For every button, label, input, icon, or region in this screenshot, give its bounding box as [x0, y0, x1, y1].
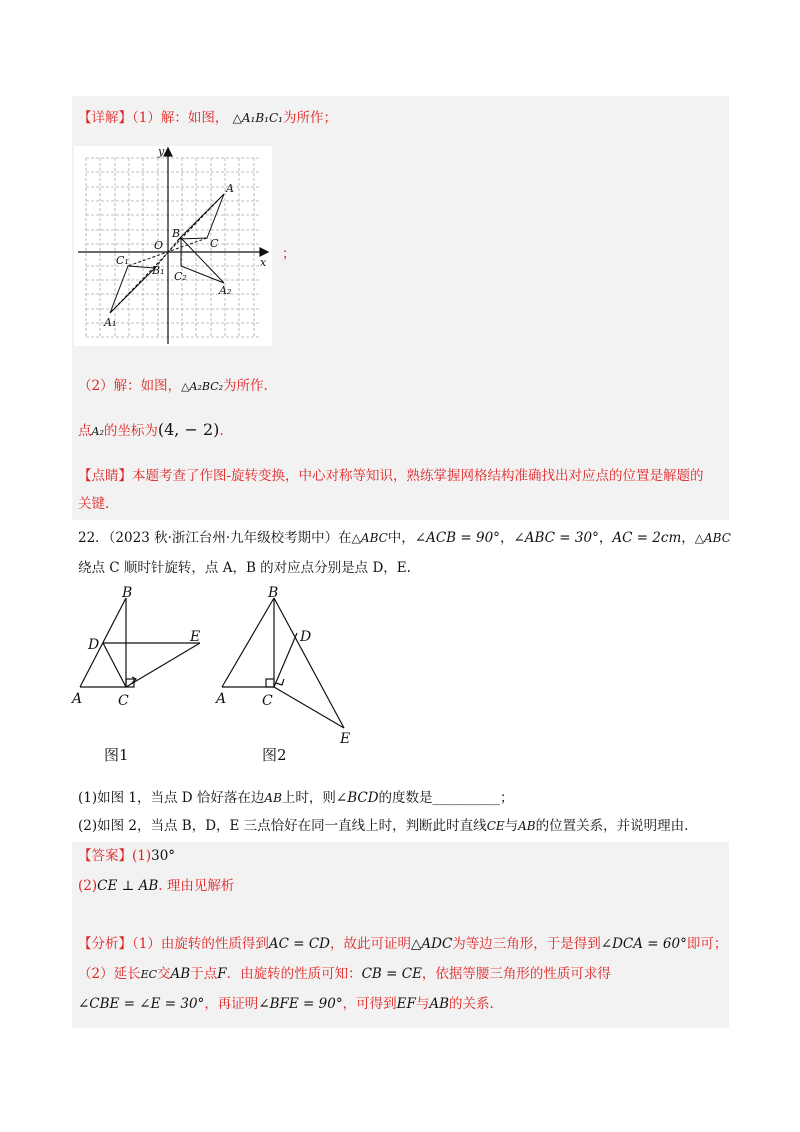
fig1-label-d: D — [88, 637, 100, 653]
label-y: y — [158, 146, 165, 158]
label-o: O — [154, 239, 164, 252]
answer-2-reason: . 理由见解析 — [158, 878, 235, 894]
analysis-l3c: 与 — [415, 996, 430, 1012]
fig1-label-c: C — [118, 693, 129, 709]
problem-tri-2: △ABC — [694, 531, 731, 545]
figure-2-svg — [212, 585, 362, 745]
answer-2-value: CE ⊥ AB — [97, 878, 159, 894]
analysis-l3m4: AB — [429, 996, 449, 1012]
analysis-l1d: 即可； — [686, 936, 728, 952]
analysis-l1m2: △ADC — [410, 936, 453, 952]
grid-figure — [74, 146, 272, 346]
label-a1: A₁ — [104, 316, 117, 329]
pt-name: A₂ — [91, 425, 104, 438]
q1-angle: ∠BCD — [335, 790, 379, 806]
dianjing-tag: 【点睛】 — [78, 468, 132, 484]
sep-3: ， — [681, 530, 695, 546]
figure-1-caption: 图1 — [104, 746, 129, 764]
q2-ce: CE — [486, 819, 505, 833]
answer-tag: 【答案】 — [78, 848, 132, 864]
analysis-l2b: 交 — [157, 966, 171, 982]
answer-1-value: 30° — [151, 848, 176, 864]
answer-2-num: (2) — [78, 878, 98, 894]
detail-line-2 — [78, 376, 268, 397]
pt-mid: 的坐标为 — [103, 423, 158, 439]
analysis-l3a: ，再证明 — [204, 996, 259, 1012]
label-c1: C₁ — [116, 254, 129, 267]
detail-part2: （2）解：如图， — [78, 378, 182, 394]
fig2-label-c: C — [262, 693, 273, 709]
q1-ab: AB — [264, 791, 282, 805]
figure-2-caption: 图2 — [262, 746, 287, 764]
fig1-label-e: E — [190, 629, 201, 645]
analysis-l1m1: AC = CD — [268, 936, 330, 952]
label-b1: B₁ — [152, 264, 165, 277]
grid-figure-svg — [74, 146, 272, 346]
detail-line-3 — [78, 420, 224, 442]
axes — [78, 148, 268, 344]
cond-ac: AC = 2cm — [612, 530, 682, 546]
detail-part1: （1）解：如图， — [132, 110, 229, 126]
sep-2: ， — [598, 530, 613, 546]
label-x: x — [260, 256, 267, 269]
triangle-a1b1c1: △A₁B₁C₁ — [232, 111, 283, 125]
detail-tag: 【详解】 — [78, 110, 132, 126]
dianjing-line-2: 关键. — [78, 496, 110, 512]
analysis-l2m3: F — [217, 966, 227, 982]
answer-line-1 — [78, 846, 175, 866]
answer-1-num: (1) — [132, 848, 152, 864]
q2-b: 与 — [504, 818, 519, 834]
dianjing-text-1: 本题考查了作图-旋转变换，中心对称等知识，熟练掌握网格结构准确找出对应点的位置是解题的 — [132, 468, 704, 484]
analysis-l3m2: ∠BFE = 90° — [258, 996, 343, 1012]
detail-part2-end: 为所作. — [223, 378, 268, 394]
semicolon: ； — [282, 246, 296, 262]
sep-1: ， — [499, 530, 514, 546]
label-c2: C₂ — [174, 270, 187, 283]
analysis-l2d: ．由旋转的性质可知： — [226, 966, 362, 982]
problem-tri-1: △ABC — [351, 531, 388, 545]
analysis-l2e: ，依据等腰三角形的性质可求得 — [421, 966, 611, 982]
fig1-label-b: B — [122, 585, 133, 601]
fig1-label-a: A — [72, 691, 83, 707]
analysis-l1c: 为等边三角形，于是得到 — [452, 936, 601, 952]
analysis-l2m1: EC — [140, 968, 158, 981]
fig2-label-e: E — [340, 731, 351, 745]
analysis-line-2 — [78, 964, 611, 985]
answer-line-2 — [78, 876, 234, 896]
analysis-l1m3: ∠DCA = 60° — [600, 936, 687, 952]
label-c: C — [210, 237, 219, 250]
analysis-l2a: （2）延长 — [78, 966, 141, 982]
analysis-l2m2: AB — [170, 966, 191, 982]
figure-1-svg — [70, 585, 210, 710]
label-b: B — [172, 227, 181, 240]
question-1 — [78, 788, 514, 808]
problem-line-1 — [78, 528, 731, 548]
question-2 — [78, 816, 688, 836]
fig2-label-a: A — [216, 691, 227, 707]
detail-part1-end: 为所作； — [282, 110, 337, 126]
analysis-tag: 【分析】 — [78, 936, 132, 952]
q2-a: (2)如图 2，当点 B，D，E 三点恰好在同一直线上时，判断此时直线 — [78, 818, 487, 834]
pt-coord: (4, − 2) — [157, 420, 220, 439]
q1-a: (1)如图 1，当点 D 恰好落在边 — [78, 790, 265, 806]
problem-source: 22．（2023 秋·浙江台州·九年级校考期中）在 — [78, 530, 352, 546]
q2-c: 的位置关系，并说明理由. — [535, 818, 689, 834]
pt-end: . — [219, 423, 224, 439]
pt-prefix: 点 — [78, 423, 92, 439]
fig2-label-b: B — [268, 585, 279, 601]
analysis-l1b: ，故此可证明 — [329, 936, 411, 952]
analysis-l3d: 的关系. — [449, 996, 494, 1012]
analysis-line-1 — [78, 934, 727, 954]
problem-line-2: 绕点 C 顺时针旋转，点 A，B 的对应点分别是点 D，E. — [78, 560, 411, 576]
analysis-l3b: ，可得到 — [342, 996, 397, 1012]
analysis-l2c: 于点 — [190, 966, 218, 982]
problem-line1-b: 中， — [387, 530, 415, 546]
triangle-a2bc2: △A₂BC₂ — [181, 380, 224, 393]
cond-acb: ∠ACB = 90° — [414, 530, 500, 546]
analysis-l3m1: ∠CBE = ∠E = 30° — [78, 996, 205, 1012]
analysis-line-3 — [78, 994, 494, 1014]
q1-b: 上时，则 — [281, 790, 336, 806]
analysis-l2m4: CB = CE — [361, 966, 422, 982]
figure-2 — [212, 585, 362, 745]
label-a2: A₂ — [219, 284, 232, 297]
q1-c: 的度数是__________； — [378, 790, 514, 806]
detail-line-1 — [78, 108, 337, 128]
dianjing-line-1 — [78, 466, 704, 486]
figure-1 — [70, 585, 210, 710]
q2-ab: AB — [518, 819, 536, 833]
label-a: A — [226, 182, 234, 195]
analysis-l3m3: EF — [396, 996, 416, 1012]
analysis-l1a: （1）由旋转的性质得到 — [132, 936, 269, 952]
fig2-label-d: D — [300, 629, 312, 645]
cond-abc: ∠ABC = 30° — [513, 530, 599, 546]
